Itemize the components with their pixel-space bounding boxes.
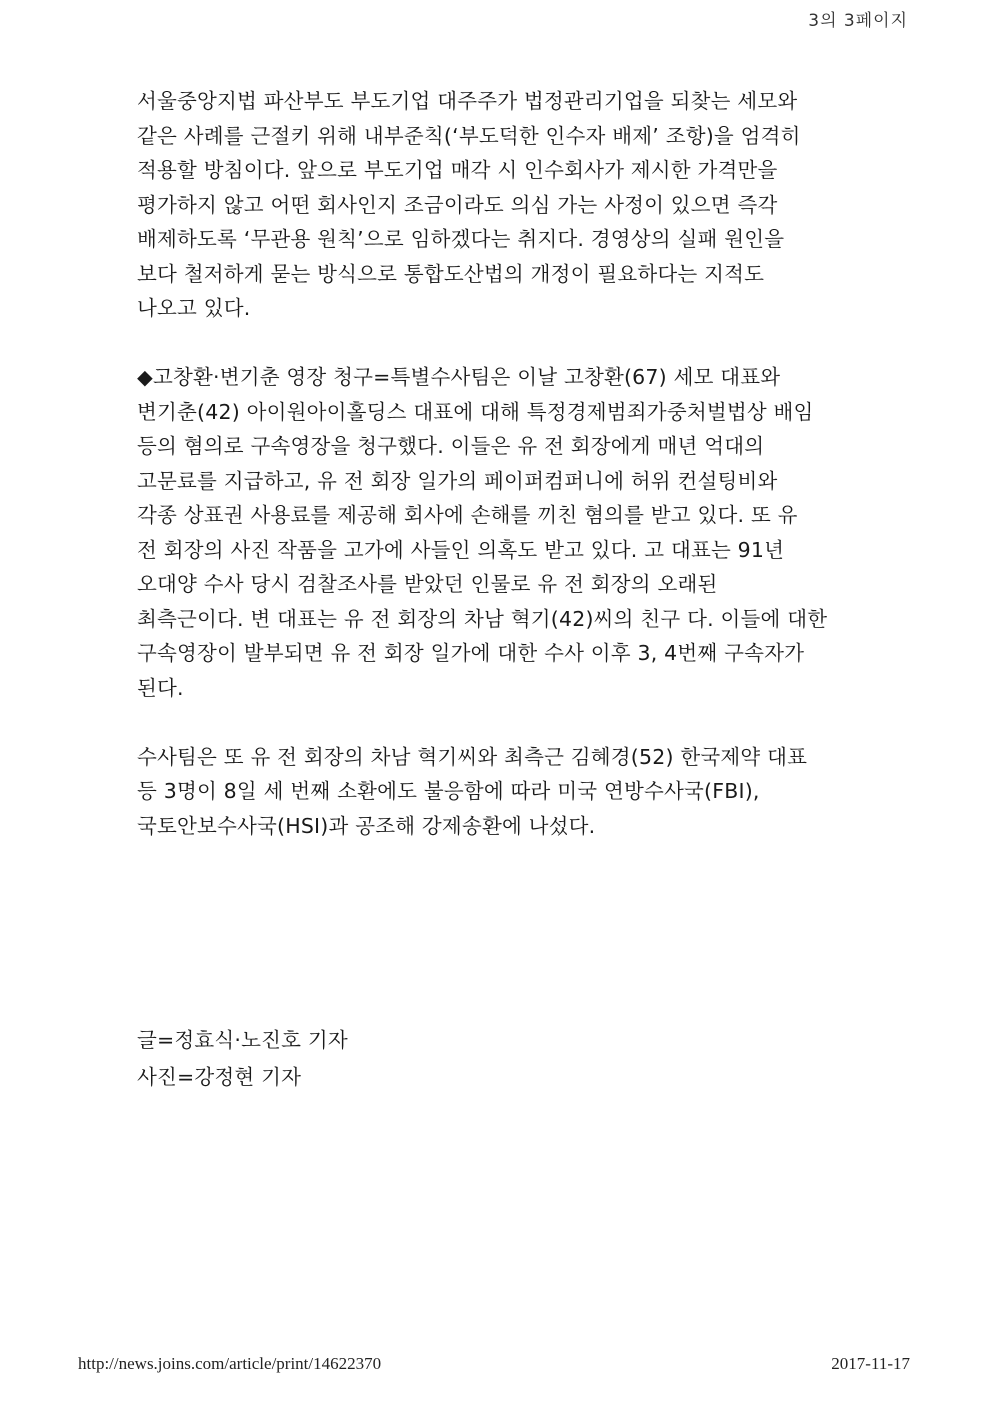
text-line: 각종 상표권 사용료를 제공해 회사에 손해를 끼친 혐의를 받고 있다. 또 유	[137, 503, 798, 527]
article-body	[137, 84, 877, 843]
paragraph-spacer	[137, 326, 877, 361]
text-line: 같은 사례를 근절키 위해 내부준칙(‘부도덕한 인수자 배제’ 조항)을 엄격히	[137, 123, 801, 148]
text-line: 구속영장이 발부되면 유 전 회장 일가에 대한 수사 이후 3, 4번째 구속자가	[137, 641, 805, 665]
text-line: 적용할 방침이다. 앞으로 부도기업 매각 시 인수회사가 제시한 가격만을	[137, 158, 778, 182]
page-indicator: 3의 3페이지	[808, 11, 908, 31]
text-line: 고문료를 지급하고, 유 전 회장 일가의 페이퍼컴퍼니에 허위 컨설팅비와	[137, 468, 778, 493]
text-line: 전 회장의 사진 작품을 고가에 사들인 의혹도 받고 있다. 고 대표는 91년	[137, 537, 785, 562]
text-line: 등의 혐의로 구속영장을 청구했다. 이들은 유 전 회장에게 매년 억대의	[137, 434, 765, 458]
byline-writers: 글=정효식·노진호 기자	[137, 1028, 348, 1052]
text-line: 변기춘(42) 아이원아이홀딩스 대표에 대해 특정경제범죄가중처벌법상 배임	[137, 399, 814, 424]
text-line: 최측근이다. 변 대표는 유 전 회장의 차남 혁기(42)씨의 친구 다. 이들에 대한	[137, 606, 828, 631]
text-line: 국토안보수사국(HSI)과 공조해 강제송환에 나섰다.	[137, 813, 596, 838]
footer-url: http://news.joins.com/article/print/14622370	[78, 1354, 382, 1373]
text-line: ◆고창환·변기춘 영장 청구=특별수사팀은 이날 고창환(67) 세모 대표와	[137, 365, 781, 389]
text-line: 평가하지 않고 어떤 회사인지 조금이라도 의심 가는 사정이 있으면 즉각	[137, 192, 778, 217]
text-line: 배제하도록 ‘무관용 원칙’으로 임하겠다는 취지다. 경영상의 실패 원인을	[137, 227, 785, 251]
text-line: 된다.	[137, 675, 184, 700]
byline	[137, 1022, 348, 1096]
text-line: 수사팀은 또 유 전 회장의 차남 혁기씨와 최측근 김혜경(52) 한국제약 대표	[137, 744, 808, 769]
footer-date: 2017-11-17	[831, 1354, 910, 1373]
byline-photographer: 사진=강정현 기자	[137, 1065, 302, 1089]
text-line: 등 3명이 8일 세 번째 소환에도 불응함에 따라 미국 연방수사국(FBI),	[137, 779, 760, 803]
text-line: 보다 철저하게 묻는 방식으로 통합도산법의 개정이 필요하다는 지적도	[137, 261, 765, 286]
paragraph-spacer	[137, 705, 877, 740]
paragraph-court-policy	[137, 84, 877, 326]
paragraph-forced-repatriation	[137, 740, 877, 844]
text-line: 서울중앙지법 파산부도 부도기업 대주주가 법정관리기업을 되찾는 세모와	[137, 89, 798, 113]
text-line: 나오고 있다.	[137, 296, 251, 320]
paragraph-warrant-request	[137, 360, 877, 705]
text-line: 오대양 수사 당시 검찰조사를 받았던 인물로 유 전 회장의 오래된	[137, 572, 718, 596]
